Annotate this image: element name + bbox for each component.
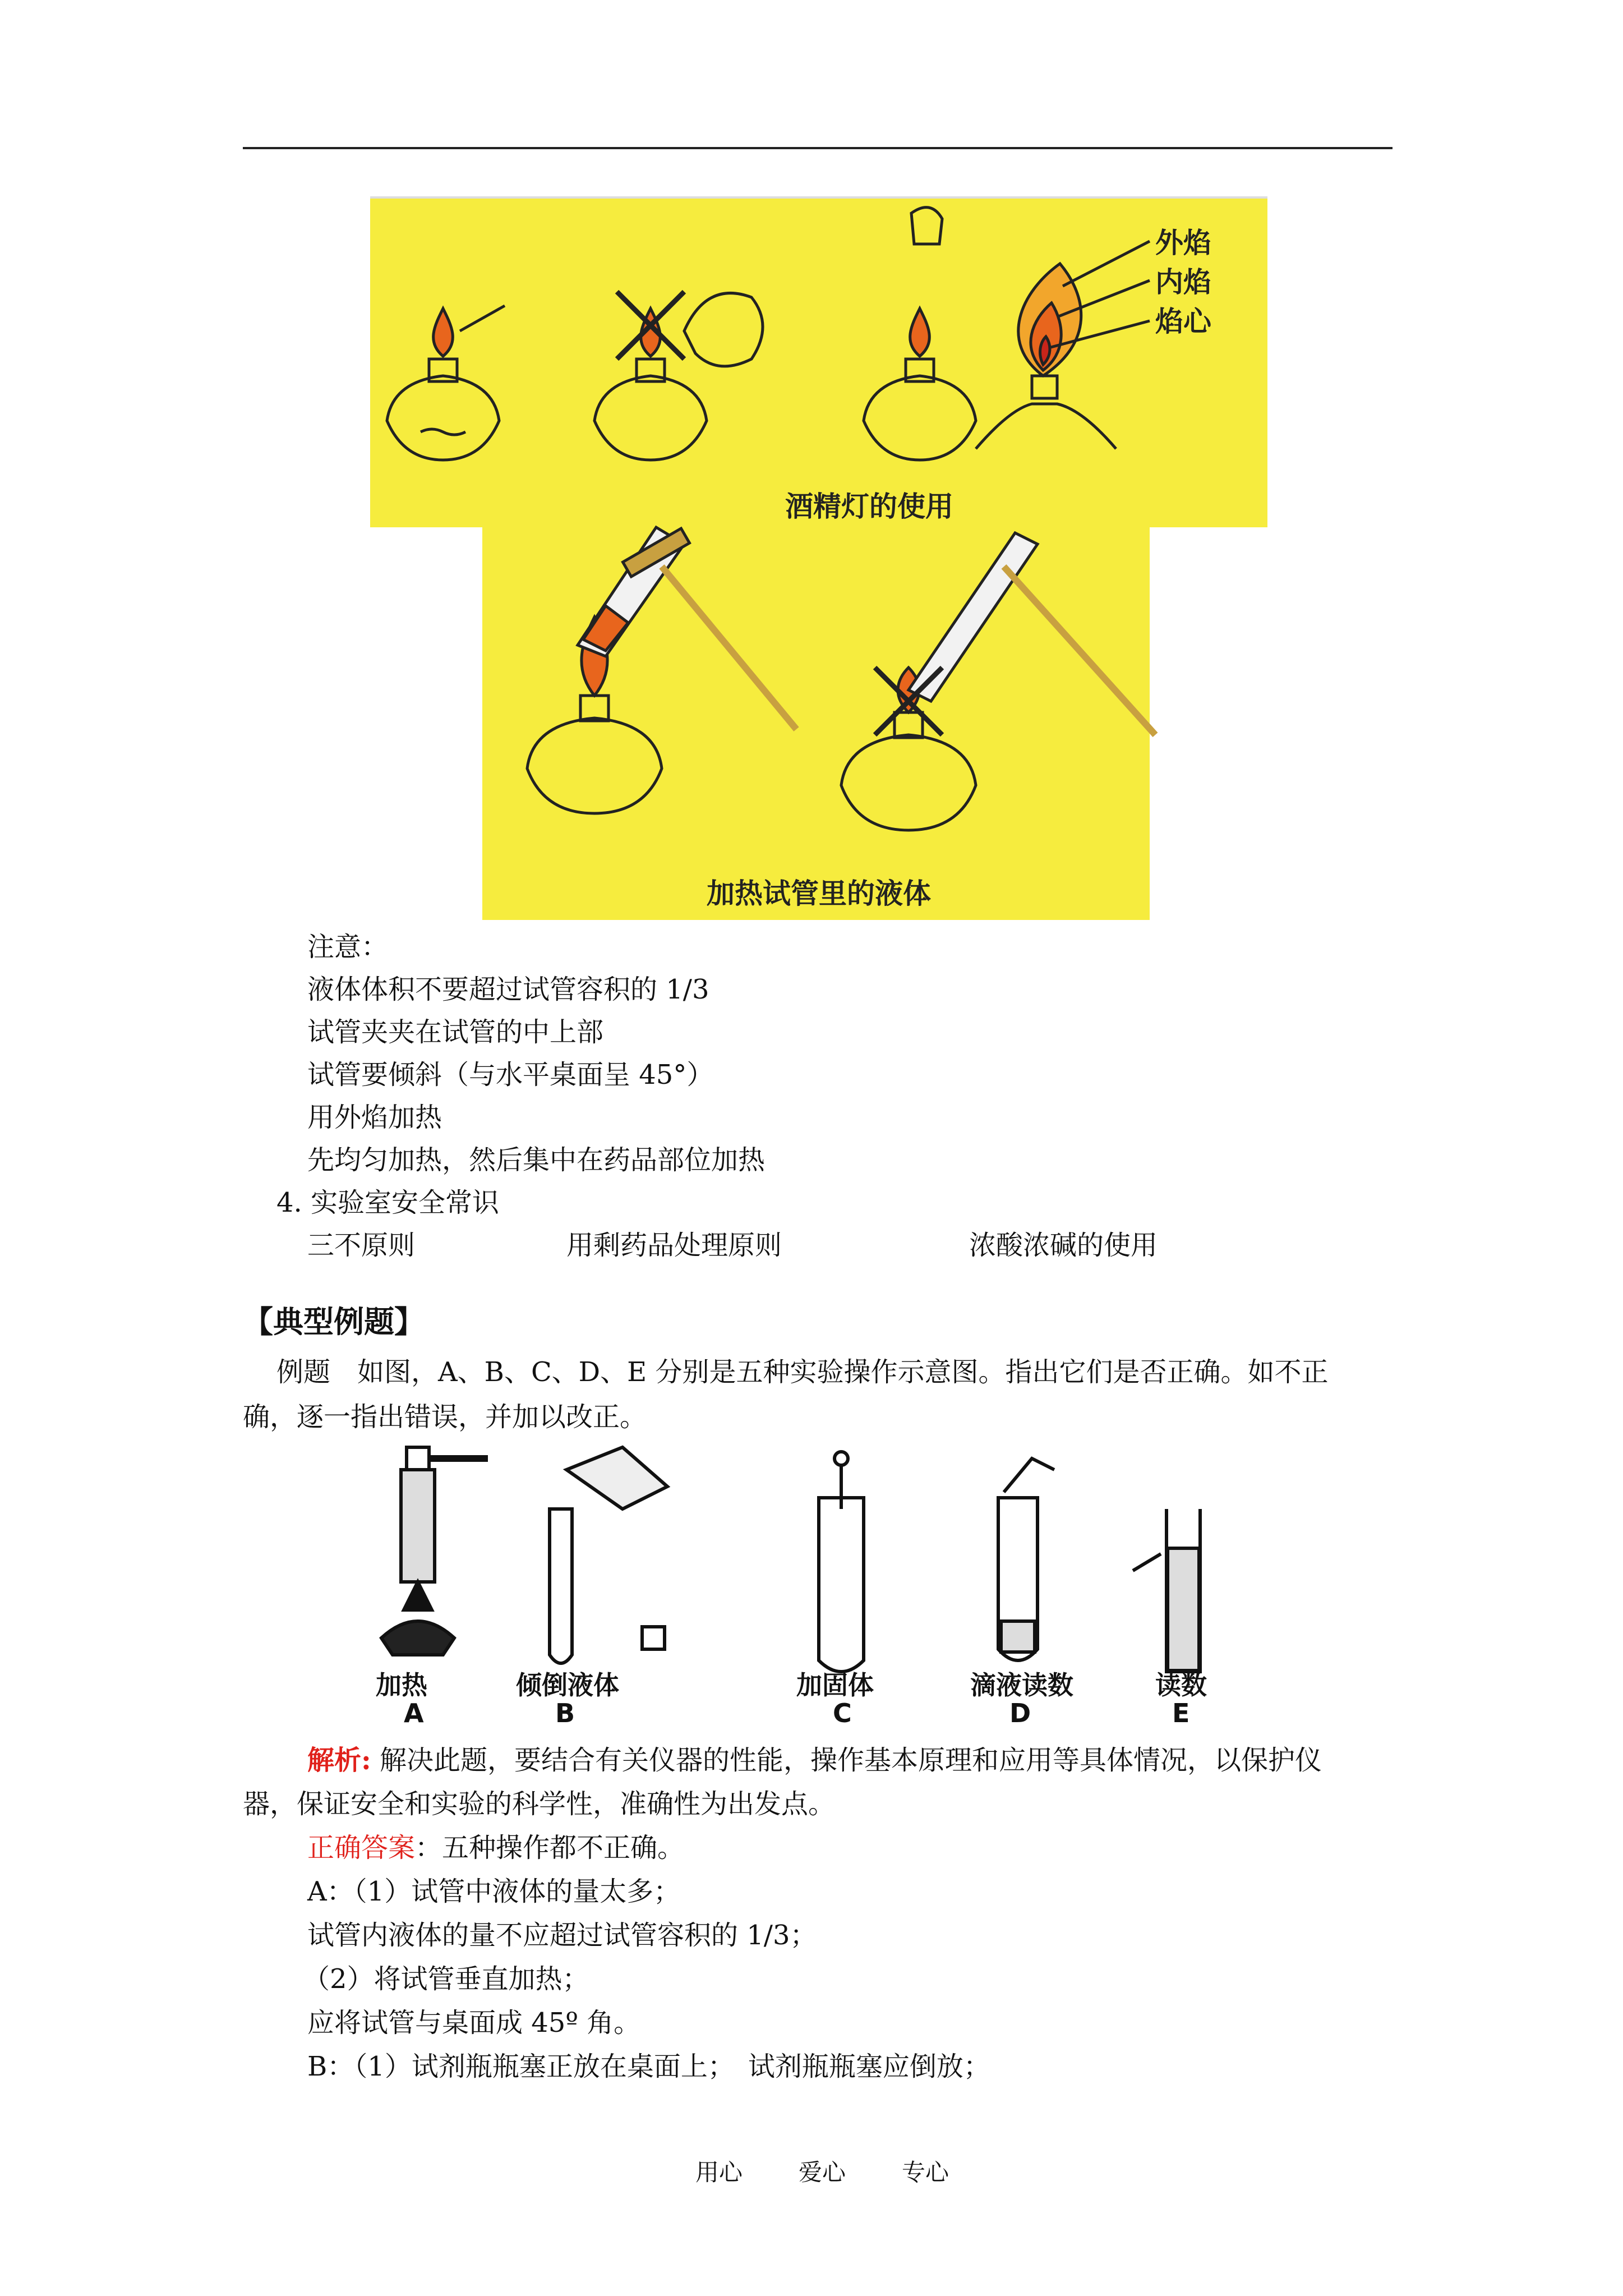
operation-label: 加固体 bbox=[796, 1670, 874, 1700]
analysis-line2: 器，保证安全和实验的科学性，准确性为出发点。 bbox=[243, 1788, 836, 1820]
flame-label-inner: 内焰 bbox=[1155, 265, 1211, 298]
figure-caption-top: 酒精灯的使用 bbox=[785, 490, 953, 523]
operation-pouring-icon bbox=[550, 1447, 667, 1663]
header-rule bbox=[243, 147, 1393, 149]
note-item: 试管夹夹在试管的中上部 bbox=[307, 1016, 604, 1048]
operation-reading-icon bbox=[1133, 1509, 1200, 1672]
section4-col: 用剩药品处理原则 bbox=[566, 1230, 782, 1261]
page-footer bbox=[695, 2154, 1005, 2188]
operation-letter: C bbox=[833, 1698, 852, 1728]
answer-detail: B：（1）试剂瓶瓶塞正放在桌面上； 试剂瓶瓶塞应倒放； bbox=[307, 2051, 990, 2082]
flame-label-outer: 外焰 bbox=[1155, 226, 1211, 259]
operation-letter: E bbox=[1172, 1698, 1190, 1728]
note-item: 试管要倾斜（与水平桌面呈 45°） bbox=[307, 1059, 714, 1091]
operation-label: 读数 bbox=[1155, 1670, 1207, 1700]
footer-item: 专心 bbox=[902, 2159, 949, 2186]
analysis-text: 解决此题，要结合有关仪器的性能，操作基本原理和应用等具体情况，以保护仪 bbox=[371, 1745, 1322, 1776]
answer-label: 正确答案 bbox=[307, 1832, 416, 1864]
flame-label-core: 焰心 bbox=[1155, 305, 1211, 338]
answer-summary: ：五种操作都不正确。 bbox=[415, 1832, 685, 1864]
note-item: 用外焰加热 bbox=[307, 1102, 442, 1133]
operation-label: 倾倒液体 bbox=[516, 1670, 619, 1700]
operations-figure bbox=[359, 1436, 1267, 1733]
operation-heating-icon bbox=[381, 1447, 488, 1655]
figure-caption-bottom: 加热试管里的液体 bbox=[707, 877, 931, 910]
operation-label: 滴液读数 bbox=[970, 1670, 1073, 1700]
example-line: 例题 如图，A、B、C、D、E 分别是五种实验操作示意图。指出它们是否正确。如不正 bbox=[276, 1356, 1329, 1388]
answer-detail: 应将试管与桌面成 45º 角。 bbox=[307, 2007, 641, 2039]
analysis-label: 解析: bbox=[307, 1745, 371, 1776]
alcohol-lamp-figure bbox=[370, 196, 1267, 920]
operation-letter: B bbox=[555, 1698, 575, 1728]
section4-col: 浓酸浓碱的使用 bbox=[969, 1230, 1158, 1261]
answer-detail: （2）将试管垂直加热； bbox=[303, 1963, 589, 1995]
note-item: 先均匀加热，然后集中在药品部位加热 bbox=[307, 1144, 766, 1176]
example-line: 确，逐一指出错误，并加以改正。 bbox=[243, 1401, 647, 1433]
example-heading: 【典型例题】 bbox=[243, 1304, 425, 1340]
section4-title: 4. 实验室安全常识 bbox=[276, 1187, 500, 1218]
operation-letter: A bbox=[404, 1698, 424, 1728]
note-item: 液体体积不要超过试管容积的 1/3 bbox=[307, 974, 709, 1005]
footer-item: 爱心 bbox=[799, 2159, 846, 2186]
operation-dropping-icon bbox=[998, 1458, 1054, 1660]
analysis-line1 bbox=[307, 1739, 1322, 1782]
operation-letter: D bbox=[1009, 1698, 1031, 1728]
answer-detail: 试管内液体的量不应超过试管容积的 1/3； bbox=[307, 1920, 817, 1951]
notes-title: 注意： bbox=[307, 931, 389, 963]
footer-item: 用心 bbox=[695, 2159, 743, 2186]
answer-line bbox=[307, 1826, 684, 1869]
section4-col: 三不原则 bbox=[307, 1230, 416, 1261]
operation-adding-solid-icon bbox=[819, 1452, 864, 1672]
operation-label: 加热 bbox=[376, 1670, 427, 1700]
answer-detail: A：（1）试管中液体的量太多； bbox=[307, 1876, 681, 1907]
